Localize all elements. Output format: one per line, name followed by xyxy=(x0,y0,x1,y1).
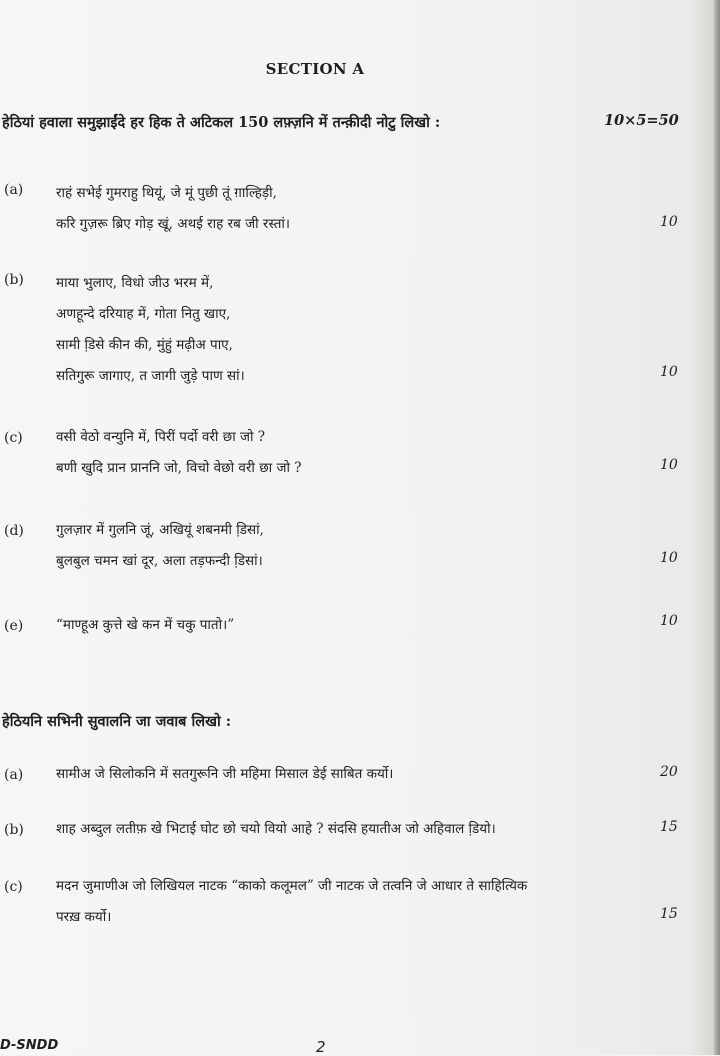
page-edge-shadow xyxy=(714,0,720,1055)
passage-label: (b) xyxy=(4,272,24,288)
question-marks: 15 xyxy=(660,819,678,835)
passage-label: (d) xyxy=(4,523,24,539)
passage-marks: 10 xyxy=(660,364,678,380)
passage-line: सामी डि़से कीन की, मुंहुं मढ़ीअ पाए, xyxy=(56,337,233,353)
passage-line: बुलबुल चमन खां दूर, अला तड़फन्दी डि़सां। xyxy=(56,553,263,569)
passage-line: करि गुज़रू ब्रिए गोड़ खूं, अथई राह रब जी रस्तां। xyxy=(56,216,291,232)
passage-marks: 10 xyxy=(660,214,678,230)
passage-label: (e) xyxy=(4,618,24,634)
passage-line: गुलज़ार में गुलनि जूं, अखियूं शबनमी डि़सां, xyxy=(56,522,264,538)
passage-text xyxy=(56,268,646,392)
question-label: (a) xyxy=(4,767,24,783)
passage-label: (a) xyxy=(4,182,24,198)
passage-text xyxy=(56,178,646,240)
passage-text xyxy=(56,515,646,577)
question-line: सामीअ जे सिलोकनि में सतगुरूनि जी महिमा मिसाल डेई साबित कर्यो। xyxy=(56,766,394,782)
passage-line: अणहून्दे दरियाह में, गोता नितु खाए, xyxy=(56,306,231,322)
passage-text xyxy=(56,422,646,484)
passage-marks: 10 xyxy=(660,550,678,566)
passage-line: सतिगुरू जागाए, त जागी जुड़े पाण सां। xyxy=(56,368,245,384)
question-text xyxy=(56,814,646,845)
question-line: शाह अब्दुल लतीफ़ खे भिटाई घोट छो चयो वियो आहे ? संदसि हयातीअ जो अहिवाल डि़यो। xyxy=(56,821,496,837)
passage-text xyxy=(56,610,646,641)
question-label: (b) xyxy=(4,822,24,838)
question-line: मदन जुमाणीअ जो लिखियल नाटक “काको कलूमल” जी नाटक जे तत्वनि जे आधार ते साहित्यिक xyxy=(56,878,528,894)
total-marks: 10×5=50 xyxy=(604,112,679,129)
passage-marks: 10 xyxy=(660,613,678,629)
section-title: SECTION A xyxy=(265,60,365,78)
question-marks: 15 xyxy=(660,906,678,922)
passage-line: वसी वेठो वन्युनि में, पिरीं पर्दो वरी छा जो ? xyxy=(56,429,266,445)
question-marks: 20 xyxy=(660,764,678,780)
passage-line: राहं सभेई गुमराहु थियूं, जे मूं पुछी तूं ग़ाल्हिड़ी, xyxy=(56,185,277,201)
question-line: परख़ कर्यो। xyxy=(56,909,112,925)
passage-marks: 10 xyxy=(660,457,678,473)
page-number: 2 xyxy=(316,1038,326,1056)
question-text xyxy=(56,759,646,790)
passage-line: “माण्हूअ कुत्ते खे कन में चकु पातो।” xyxy=(56,617,235,633)
paper-code: D-SNDD xyxy=(0,1038,59,1053)
instruction-heading-2: हेठियनि सभिनी सुवालनि जा जवाब लिखो : xyxy=(2,713,232,730)
passage-line: बणी खुदि प्रान प्राननि जो, विचो वेछो वरी छा जो ? xyxy=(56,460,302,476)
question-text xyxy=(56,871,646,933)
passage-line: माया भुलाए, विधो जीउ भरम में, xyxy=(56,275,214,291)
instruction-heading-1: हेठियां हवाला समुझाईंदे हर हिक ते अटिकल 150 लफ़्ज़नि में तन्क़ीदी नोटु लिखो : xyxy=(2,114,441,131)
passage-label: (c) xyxy=(4,430,23,446)
question-label: (c) xyxy=(4,879,23,895)
